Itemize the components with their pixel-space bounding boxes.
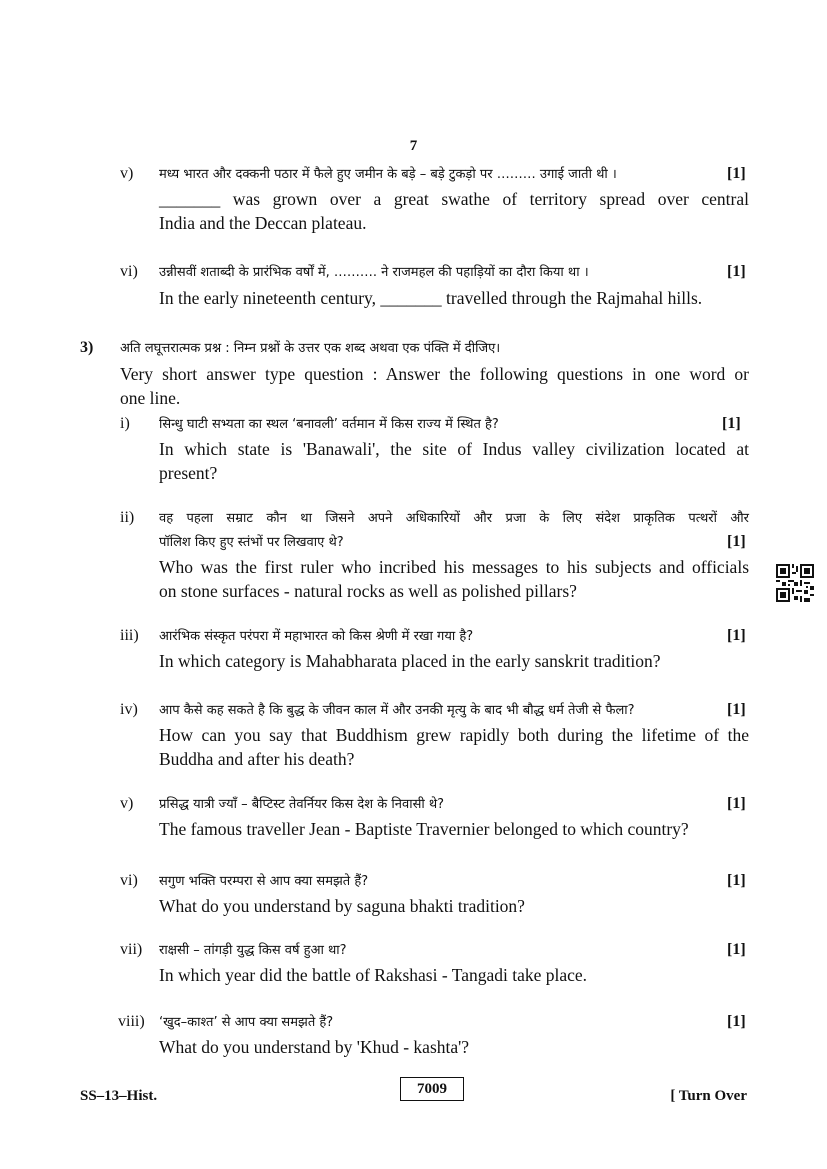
hindi-question: राक्षसी – तांगड़ी युद्ध किस वर्ष हुआ था?: [159, 943, 347, 958]
hindi-question: वह पहला सम्राट कौन था जिसने अपने अधिकारियों और प्रजा के लिए संदेश प्राकृतिक पत्थरों और: [159, 511, 749, 526]
english-question: In the early nineteenth century, _______ travelled through the Rajmahal hills.: [159, 288, 703, 308]
item-number: i): [120, 415, 130, 432]
marks: [1]: [722, 415, 741, 432]
english-question: _______ was grown over a great swathe of territory spread over central: [159, 189, 749, 209]
english-question: What do you understand by 'Khud - kashta'?: [159, 1037, 470, 1057]
item-number: ii): [120, 509, 135, 526]
turn-over-label: [ Turn Over: [670, 1088, 747, 1104]
hindi-question: आप कैसे कह सकते है कि बुद्ध के जीवन काल में और उनकी मृत्यु के बाद भी बौद्ध धर्म तेजी से फैला?: [159, 703, 635, 718]
question-number: 3): [80, 339, 94, 356]
section-english-heading: Very short answer type question : Answer the following questions in one word or: [120, 364, 749, 384]
english-question: on stone surfaces - natural rocks as well as polished pillars?: [159, 581, 577, 601]
hindi-question: सिन्धु घाटी सभ्यता का स्थल ‘बनावली’ वर्तमान में किस राज्य में स्थित है?: [159, 417, 499, 432]
marks: [1]: [727, 165, 746, 182]
english-question: Buddha and after his death?: [159, 749, 355, 769]
marks: [1]: [727, 533, 746, 550]
section-hindi-heading: अति लघूत्तरात्मक प्रश्न : निम्न प्रश्नों के उत्तर एक शब्द अथवा एक पंक्ति में दीजिए।: [120, 341, 501, 356]
english-question: In which state is 'Banawali', the site of Indus valley civilization located at: [159, 439, 749, 459]
english-question: Who was the first ruler who incribed his messages to his subjects and officials: [159, 557, 749, 577]
item-number: v): [120, 165, 134, 182]
english-question: What do you understand by saguna bhakti tradition?: [159, 896, 525, 916]
marks: [1]: [727, 795, 746, 812]
english-question: In which category is Mahabharata placed in the early sanskrit tradition?: [159, 651, 661, 671]
english-question: India and the Deccan plateau.: [159, 213, 367, 233]
marks: [1]: [727, 627, 746, 644]
marks: [1]: [727, 1013, 746, 1030]
hindi-question: मध्य भारत और दक्कनी पठार में फैले हुए जमीन के बड़े – बड़े टुकड़ो पर ……… उगाई जाती थी ।: [159, 167, 617, 182]
page-code-box: 7009: [400, 1077, 464, 1101]
section-english-heading: one line.: [120, 388, 181, 408]
english-question: How can you say that Buddhism grew rapidly both during the lifetime of the: [159, 725, 749, 745]
qr-code-icon: [776, 564, 814, 602]
marks: [1]: [727, 872, 746, 889]
hindi-question: ‘खुद–काश्त’ से आप क्या समझते हैं?: [159, 1015, 334, 1030]
english-question: In which year did the battle of Rakshasi - Tangadi take place.: [159, 965, 588, 985]
hindi-question: पॉलिश किए हुए स्तंभों पर लिखवाए थे?: [159, 535, 344, 550]
item-number: iii): [120, 627, 139, 644]
hindi-question: आरंभिक संस्कृत परंपरा में महाभारत को किस श्रेणी में रखा गया है?: [159, 629, 474, 644]
paper-code: SS–13–Hist.: [80, 1088, 158, 1104]
item-number: vii): [120, 941, 143, 958]
item-number: viii): [118, 1013, 145, 1030]
hindi-question: प्रसिद्ध यात्री ज्यॉं – बैप्टिस्ट तेवर्नियर किस देश के निवासी थे?: [159, 797, 445, 812]
marks: [1]: [727, 941, 746, 958]
item-number: iv): [120, 701, 138, 718]
hindi-question: सगुण भक्ति परम्परा से आप क्या समझते हैं?: [159, 874, 369, 889]
page-number: 7: [409, 138, 418, 154]
marks: [1]: [727, 263, 746, 280]
marks: [1]: [727, 701, 746, 718]
english-question: The famous traveller Jean - Baptiste Travernier belonged to which country?: [159, 819, 689, 839]
item-number: v): [120, 795, 134, 812]
item-number: vi): [120, 263, 138, 280]
hindi-question: उन्नीसवीं शताब्दी के प्रारंभिक वर्षों में, ………. ने राजमहल की पहाड़ियों का दौरा किया था ।: [159, 265, 589, 280]
item-number: vi): [120, 872, 138, 889]
english-question: present?: [159, 463, 218, 483]
